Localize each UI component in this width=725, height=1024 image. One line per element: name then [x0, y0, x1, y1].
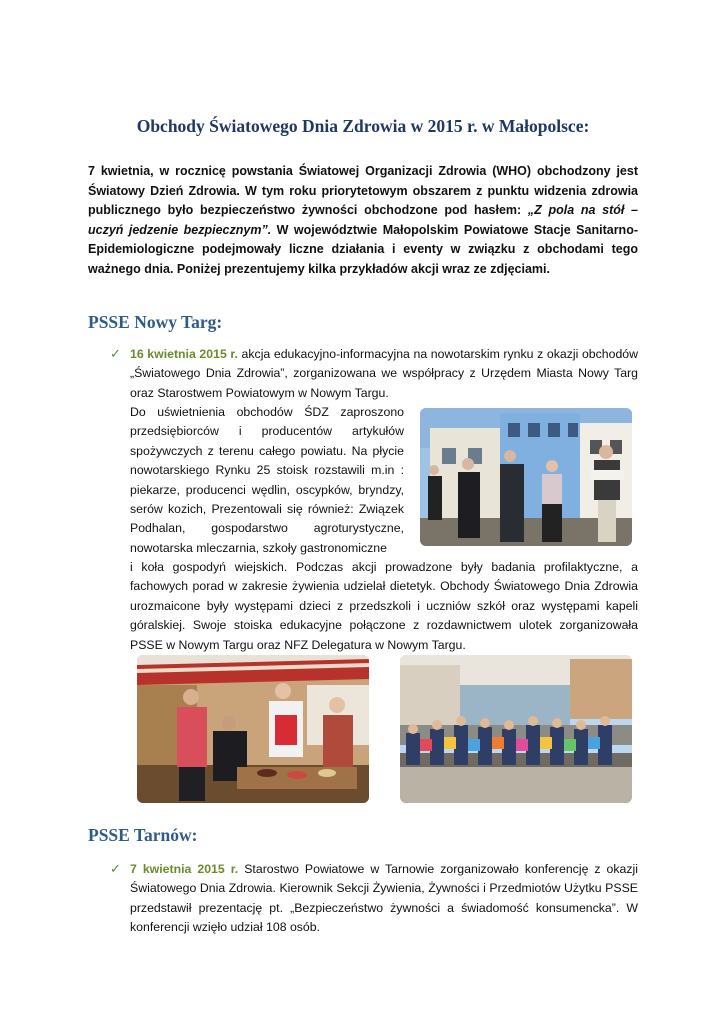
nowy-targ-wrap-paragraph: Do uświetnienia obchodów ŚDZ zaproszono przedsiębiorców i producentów artykułów spożywczych z terenu całego powiatu. Na płycie nowotarskiego Rynku 25 stoisk rozstawili m.in : piekarze, producenci wędlin, oscypków, bryndzy, serów kozich, Prezentowali się również: Związek Podhalan, gospodarstwo agroturystyczne, nowotarska mleczarnia, szkoły gastronomiczne	[130, 405, 404, 555]
intro-paragraph	[88, 162, 638, 280]
intro-slogan: „Z pola na stół – uczyń jedzenie bezpiecznym”.	[88, 203, 638, 237]
photo-children-performance	[400, 655, 632, 803]
nowy-targ-full-paragraph: i koła gospodyń wiejskich. Podczas akcji prowadzone były badania profilaktyczne, a fachowych porad w zakresie żywienia udzielał dietetyk. Obchody Światowego Dnia Zdrowia urozmaicone były występami dzieci z przedszkoli i uczniów szkół oraz występami kapeli góralskiej. Swoje stoiska edukacyjne połączone z rozdawnictwem ulotek zorganizowała PSSE w Nowym Targu oraz NFZ Delegatura w Nowym Targu.	[130, 560, 638, 652]
checkmark-icon: ✓	[110, 861, 121, 876]
tarnow-paragraph	[130, 860, 638, 938]
page-title: Obchody Światowego Dnia Zdrowia w 2015 r. w Małopolsce:	[136, 116, 590, 136]
tarnow-text: Starostwo Powiatowe w Tarnowie zorganizowało konferencję z okazji Światowego Dnia Zdrowia. Kierownik Sekcji Żywienia, Żywności i Przedmiotów Użytku PSSE przedstawił prezentację pt. „Bezpieczeństwo żywności a świadomość konsumencka”. W konferencji wzięło udział 108 osób.	[130, 862, 638, 935]
intro-text-part1: 7 kwietnia, w rocznicę powstania Światowej Organizacji Zdrowia (WHO) obchodzony jest Światowy Dzień Zdrowia. W tym roku priorytetowym obszarem z punktu widzenia zdrowia publicznego było bezpieczeństwo żywności obchodzone pod hasłem:	[88, 164, 638, 218]
intro-text-part2: W województwie Małopolskim Powiatowe Stacje Sanitarno-Epidemiologiczne podejmowały liczne działania i eventy w związku z obchodami tego ważnego dnia. Poniżej prezentujemy kilka przykładów akcji wraz ze zdjęciami.	[88, 222, 638, 276]
nowy-targ-lead-paragraph	[130, 345, 638, 403]
photo-food-stalls	[137, 655, 369, 803]
tarnow-date: 7 kwietnia 2015 r.	[130, 862, 239, 876]
section-heading-tarnow: PSSE Tarnów:	[88, 825, 198, 845]
checkmark-icon: ✓	[110, 346, 121, 361]
nowy-targ-date: 16 kwietnia 2015 r.	[130, 347, 238, 361]
section-heading-nowy-targ: PSSE Nowy Targ:	[88, 312, 223, 332]
photo-officials-stage	[420, 408, 632, 546]
nowy-targ-lead-text: akcja edukacyjno-informacyjna na nowotarskim rynku z okazji obchodów „Światowego Dnia Zdrowia”, zorganizowana we współpracy z Urzędem Miasta Nowy Targ oraz Starostwem Powiatowym w Nowym Targu.	[130, 347, 639, 400]
